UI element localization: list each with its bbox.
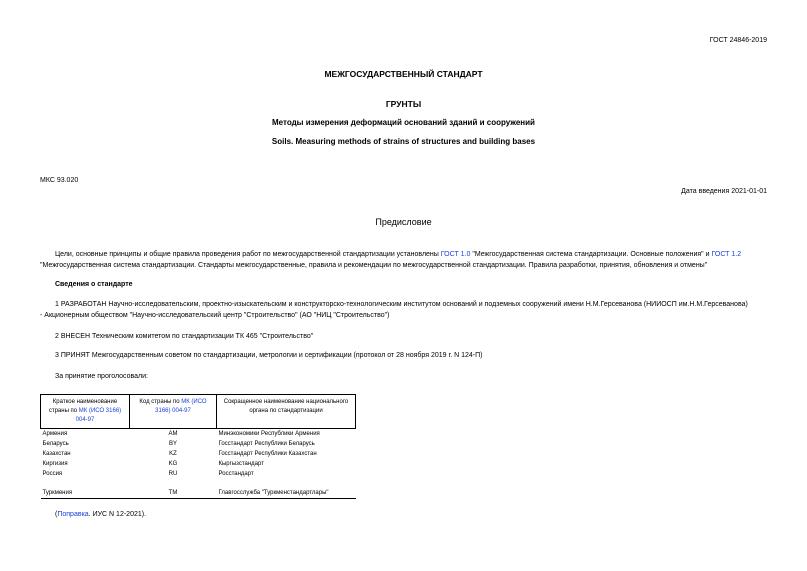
- standard-info-heading: Сведения о стандарте: [55, 281, 133, 288]
- voting-countries-table: [40, 394, 356, 499]
- foreword-paragraph-1: [40, 249, 780, 271]
- country-name: Киргизия: [42, 461, 68, 467]
- national-body: Росстандарт: [218, 471, 254, 477]
- amendment-link[interactable]: Поправка: [57, 511, 89, 518]
- foreword-text-line2: "Межгосударственная система стандартизации. Стандарты межгосударственные, правила и рекомендации по межгосударственной стандартизации. Правила разработки, принятия, обновления и отмены": [40, 262, 708, 269]
- voted-for-label: За принятие проголосовали:: [55, 373, 148, 380]
- table-row: [41, 449, 356, 459]
- country-name: Беларусь: [42, 441, 69, 447]
- country-name: Казахстан: [42, 451, 71, 457]
- item-1-developed: [40, 299, 780, 321]
- table-spacer-row: [41, 479, 356, 488]
- country-code: BY: [168, 441, 177, 447]
- item-2-submitted: 2 ВНЕСЕН Техническим комитетом по стандартизации ТК 465 "Строительство": [55, 333, 314, 340]
- standard-name: ГРУНТЫ: [385, 99, 422, 109]
- mk-iso-3166-link[interactable]: МК (ИСО 3166) 004-97: [75, 408, 122, 423]
- item-3-adopted: 3 ПРИНЯТ Межгосударственным советом по стандартизации, метрологии и сертификации (протокол от 28 ноября 2019 г. N 124-П): [55, 352, 483, 359]
- gost-1-0-link[interactable]: ГОСТ 1.0: [440, 251, 471, 258]
- table-row: [41, 459, 356, 469]
- intro-date: Дата введения 2021-01-01: [681, 188, 767, 195]
- gost-1-2-link[interactable]: ГОСТ 1.2: [711, 251, 742, 258]
- table-row: [41, 469, 356, 479]
- header-country-name: Краткое наименование страны по МК (ИСО 3166) 004-97: [41, 395, 130, 429]
- amendment-note: (Поправка. ИУС N 12-2021).: [55, 511, 147, 518]
- item-1-line-1: 1 РАЗРАБОТАН Научно-исследовательским, проектно-изыскательским и конструкторско-технологическим институтом оснований и подземных сооружений имени Н.М.Герсеванова (НИИОСП им.Н.М.Герсеванова): [55, 301, 748, 308]
- table-header-row: [41, 395, 356, 429]
- foreword-text-b: "Межгосударственная система стандартизации. Основные положения" и: [470, 251, 712, 258]
- country-name: Россия: [42, 471, 63, 477]
- foreword-text-a: Цели, основные принципы и общие правила проведения работ по межгосударственной стандартизации установлены: [55, 251, 441, 258]
- table-row: [41, 429, 356, 440]
- country-name: Туркмения: [41, 488, 130, 499]
- item-1-line-2: - Акционерным обществом "Научно-исследовательский центр "Строительство" (АО "НИЦ "Строительство"): [40, 312, 390, 319]
- foreword-heading: Предисловие: [375, 217, 432, 227]
- subtitle-russian: Методы измерения деформаций оснований зданий и сооружений: [272, 118, 535, 127]
- country-code: KZ: [169, 451, 177, 457]
- national-body: Главгосслужба "Туркменстандартлары": [217, 488, 356, 499]
- header-national-body: Сокращенное наименование национального органа по стандартизации: [217, 395, 356, 429]
- table-row: [41, 488, 356, 499]
- header-country-code: Код страны по МК (ИСО 3166) 004-97: [130, 395, 217, 429]
- country-code: TM: [130, 488, 217, 499]
- country-code: RU: [168, 471, 178, 477]
- mk-iso-3166-link[interactable]: МК (ИСО 3166) 004-97: [155, 399, 207, 414]
- national-body: Минэкономики Республики Армения: [218, 431, 320, 437]
- national-body: Госстандарт Республики Казахстан: [218, 451, 317, 457]
- mks-code: МКС 93.020: [40, 177, 79, 184]
- country-code: AM: [168, 431, 178, 437]
- standard-type-heading: МЕЖГОСУДАРСТВЕННЫЙ СТАНДАРТ: [324, 69, 483, 79]
- subtitle-english: Soils. Measuring methods of strains of structures and building bases: [271, 137, 536, 146]
- national-body: Госстандарт Республики Беларусь: [218, 441, 315, 447]
- document-number: ГОСТ 24846-2019: [709, 37, 767, 44]
- country-code: KG: [168, 461, 178, 467]
- table-row: [41, 439, 356, 449]
- country-name: Армения: [42, 431, 68, 437]
- national-body: Кыргызстандарт: [218, 461, 264, 467]
